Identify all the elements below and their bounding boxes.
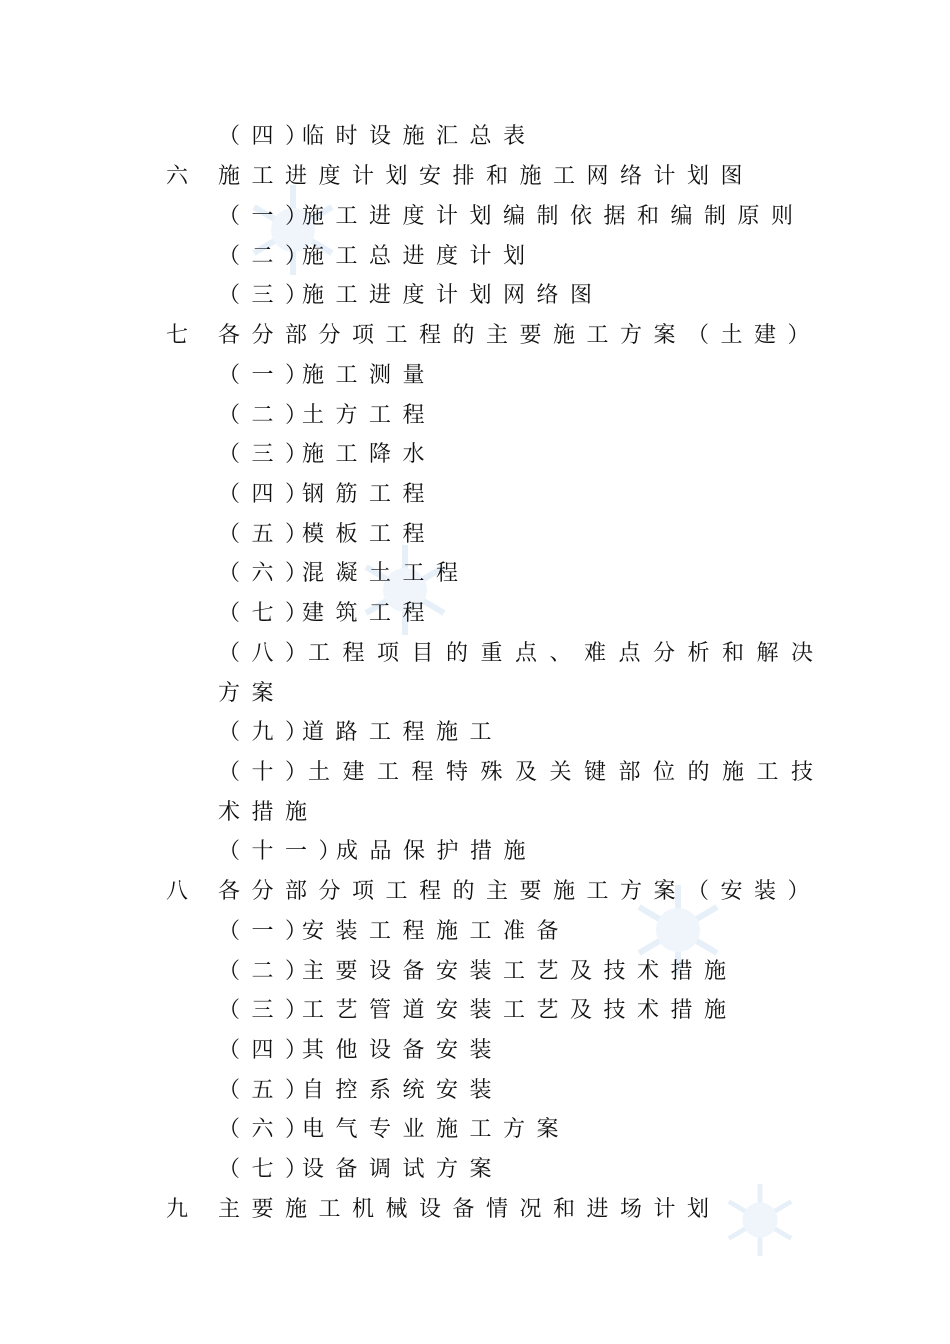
table-of-contents: （四） 临时设施汇总表 六 施工进度计划安排和施工网络计划图 （一） 施工进度计划编制依据和编制原则 （二） 施工总进度计划 （三） 施工进度计划网络图 七 各分部分项工程的主要施工方案（土建） （一） 施工测量 （二） 土方工程 （三） 施工降水 （四） 钢筋工程 （五） 模板工程 （六） 混凝土工程 （七） 建筑工程 （八） 工程项目的重点、难点分析和解决 方案 （九） 道路工程施工 （十） 土建工程特殊及关键部位的施工技 术措施 （十一） 成品保护措施 八 各分部分项工程的主要施工方案（安装） （一） 安装工程施工准备 （二） 主要设备安装工艺及技术措施 （三） 工艺管道安装工艺及技术措施 （四） 其他设备安装 （五） 自控系统安装 （六） 电气专业施工方案 （七） 设备调试方案 九 主要施工机械设备情况和进场计划 (166, 124, 826, 1222)
